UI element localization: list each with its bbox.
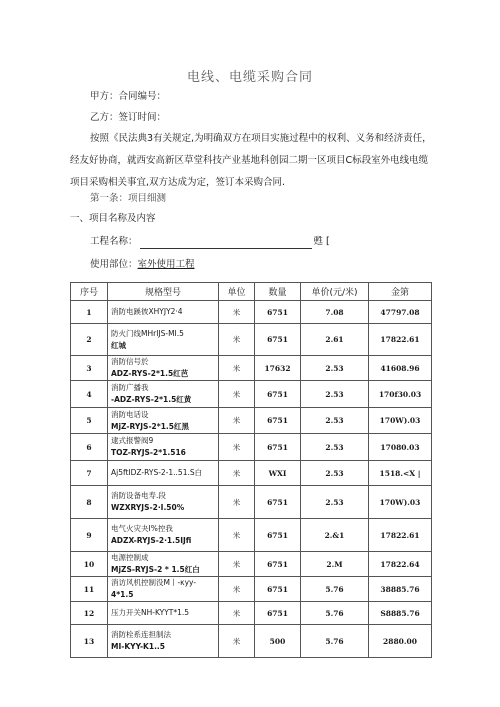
clause-1-heading: 第一条：项目细测 [90,193,167,204]
location-value: 室外使用工程 [137,259,195,270]
preamble-paragraph: 按照《民法典3有关规定,为明确双方在项目实施过程中的权利、义务和经济责任，经友好协商，就西安高新区草堂科技产业基地科创园二期一区项目C标段室外电线电缆项目采购相关事宜,双方达成为定，签订本采购合同. [70,133,432,188]
row-amount: 17822.64 [369,552,432,577]
row-spec-line: Aj5ftIDZ-RYS-2-1..51.S白 [111,468,203,477]
row-spec-line: 消防电话设 [111,409,149,419]
row-spec-line: 电气火灾夬I%控我 [111,524,173,533]
project-name-tail: 甦 [ [313,236,330,247]
table-row [71,324,432,356]
header-qty: 数量 [255,283,301,301]
table-row [71,577,432,602]
row-price: 2.&1 [301,519,369,552]
row-unit: 米 [219,356,255,381]
row-amount: 2880.00 [369,625,432,658]
row-qty: 6751 [255,381,301,408]
table-row [71,381,432,408]
row-price: 2.53 [301,356,369,381]
row-no: 9 [71,519,108,552]
row-qty: 6751 [255,301,301,324]
row-spec [108,434,219,461]
row-amount: S8885.76 [369,602,432,625]
row-qty: WXI [255,461,301,486]
row-spec [108,324,219,356]
header-unit: 单位 [219,283,255,301]
row-unit: 米 [219,434,255,461]
row-price: 5.76 [301,625,369,658]
row-unit: 米 [219,577,255,602]
row-spec [108,461,219,486]
row-spec-line: 消防设备电寿.段 [111,491,166,500]
row-no: 12 [71,602,108,625]
row-price: 2.53 [301,381,369,408]
row-unit: 米 [219,324,255,356]
header-spec: 规格型号 [108,283,219,301]
row-spec-line: MjZ-RYJS-2*1.5红黑 [111,421,189,431]
row-no: 5 [71,408,108,434]
row-qty: 17632 [255,356,301,381]
row-no: 13 [71,625,108,658]
table-row [71,408,432,434]
row-price: 5.76 [301,577,369,602]
table-row [71,461,432,486]
row-spec-line: WZXRYJS-2·I.50% [111,503,185,512]
row-price: 5.76 [301,602,369,625]
row-price: 2.53 [301,408,369,434]
header-no: 序号 [71,283,108,301]
row-spec-line: MjZS-RYJS-2 * 1.5红白 [111,565,200,574]
row-spec-line: 防火门线MHrIJS-MI.5 [111,328,184,338]
row-qty: 6751 [255,602,301,625]
row-spec [108,519,219,552]
row-spec [108,356,219,381]
row-qty: 6751 [255,434,301,461]
row-qty: 6751 [255,519,301,552]
row-price: 7.08 [301,301,369,324]
row-amount: 170W).03 [369,486,432,519]
table-row [71,434,432,461]
row-qty: 6751 [255,577,301,602]
row-spec [108,486,219,519]
row-unit: 米 [219,461,255,486]
row-no: 11 [71,577,108,602]
table-header-row [71,283,432,301]
row-no: 10 [71,552,108,577]
header-price: 单价(元/米) [301,283,369,301]
row-qty: 6751 [255,552,301,577]
items-table [70,282,432,658]
row-qty: 6751 [255,324,301,356]
row-no: 4 [71,381,108,408]
row-price: 2.61 [301,324,369,356]
project-name-field [140,237,312,249]
table-row [71,301,432,324]
row-amount: 47797.08 [369,301,432,324]
row-price: 2.M [301,552,369,577]
row-spec [108,577,219,602]
row-spec-line: 消防广播我 [111,383,149,392]
project-name-label: 工程名称： [90,236,138,247]
row-spec [108,552,219,577]
row-amount: 17822.61 [369,324,432,356]
row-amount: 38885.76 [369,577,432,602]
table-row [71,625,432,658]
row-spec-line: 消防信号於 [111,357,149,366]
table-row [71,486,432,519]
row-amount: 170f30.03 [369,381,432,408]
row-amount: 1518.<X | [369,461,432,486]
row-no: 8 [71,486,108,519]
row-no: 3 [71,356,108,381]
row-spec-line: TOZ-RYJS-2*1.516 [111,448,186,457]
row-amount: 41608.96 [369,356,432,381]
row-qty: 6751 [255,486,301,519]
party-b-line: 乙方：签订时间： [90,112,167,123]
row-spec-line: 消防栓系连担制法 [111,630,171,639]
row-qty: 500 [255,625,301,658]
row-spec-line: 4*1.5 [111,590,134,599]
row-no: 1 [71,301,108,324]
row-spec [108,602,219,625]
table-row [71,519,432,552]
table-row [71,602,432,625]
row-no: 6 [71,434,108,461]
header-amount: 金第 [369,283,432,301]
row-spec-line: -ADZ-RYS-2*1.5红黄 [111,395,192,404]
row-unit: 米 [219,301,255,324]
row-spec-line: 逮式报警阀9 [111,436,154,445]
row-price: 2.53 [301,461,369,486]
row-spec-line: ADZX-RYJS-2·1.5IJfi [111,536,192,545]
contract-title: 电线、电缆采购合同 [186,70,313,85]
row-spec [108,408,219,434]
row-spec [108,381,219,408]
row-amount: 170W).03 [369,408,432,434]
party-a-line: 甲方：合同编号： [90,91,167,102]
row-amount: 17822.61 [369,519,432,552]
location-label: 使用部位： [90,259,138,270]
row-spec-line: 消防电蹊彼XHYJY2·4 [111,307,183,316]
row-unit: 米 [219,381,255,408]
row-spec-line: 压力开关NH-KYYT*1.5 [111,608,190,617]
row-spec [108,301,219,324]
row-unit: 米 [219,408,255,434]
row-spec-line: 红城 [111,340,126,350]
row-no: 7 [71,461,108,486]
row-spec-line: 消访风机控制没M丨-κyy- [111,578,197,587]
row-no: 2 [71,324,108,356]
table-row [71,552,432,577]
row-spec-line: 电源控制成 [111,553,149,562]
row-spec [108,625,219,658]
section-1-heading: 一、项目名称及内容 [70,213,156,224]
row-amount: 17080.03 [369,434,432,461]
row-unit: 米 [219,552,255,577]
project-name-row [90,235,330,249]
row-unit: 米 [219,519,255,552]
location-row [90,258,195,272]
row-spec-line: ADZ-RYS-2*1.5红芭 [111,369,189,378]
row-unit: 米 [219,602,255,625]
table-row [71,356,432,381]
row-price: 2.53 [301,434,369,461]
row-qty: 6751 [255,408,301,434]
row-unit: 米 [219,625,255,658]
row-price: 2.53 [301,486,369,519]
row-spec-line: MI-KYY-K1..5 [111,642,165,651]
row-unit: 米 [219,486,255,519]
